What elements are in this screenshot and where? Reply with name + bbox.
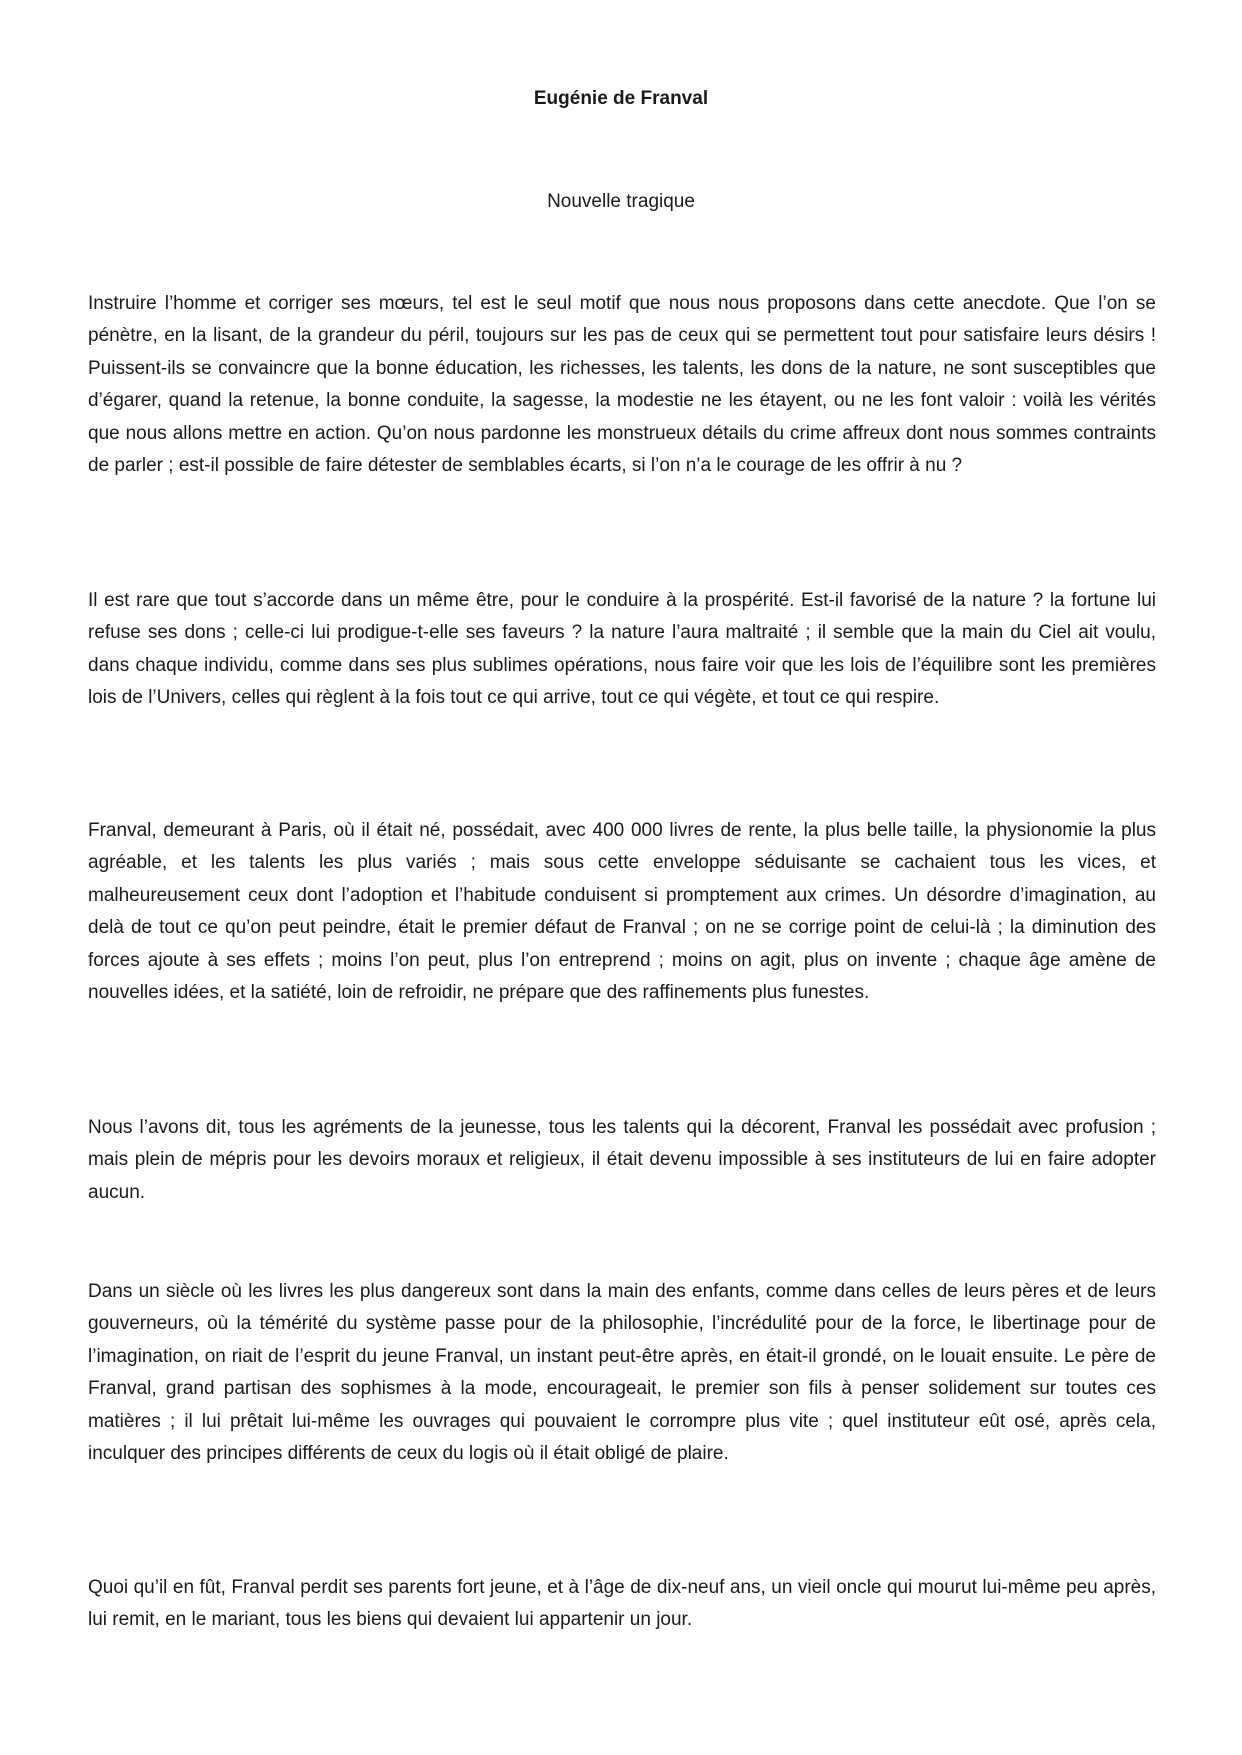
document-title: Eugénie de Franval bbox=[533, 88, 709, 109]
document-subtitle: Nouvelle tragique bbox=[547, 191, 695, 212]
paragraph-2: Il est rare que tout s’accorde dans un même être, pour le conduire à la prospérité. Est-il favorisé de la nature ? la fortune lui refuse ses dons ; celle-ci lui prodigue-t-elle ses faveurs ? la nature l’aura maltraité ; il semble que la main du Ciel ait voulu, dans chaque individu, comme dans ses plus sublimes opérations, nous faire voir que les lois de l’équilibre sont les premières lois de l’Univers, celles qui règlent à la fois tout ce qui arrive, tout ce qui végète, et tout ce qui respire. bbox=[88, 590, 1156, 709]
paragraph-5: Dans un siècle où les livres les plus dangereux sont dans la main des enfants, comme dans celles de leurs pères et de leurs gouverneurs, où la témérité du système passe pour de la philosophie, l’incrédulité pour de la force, le libertinage pour de l’imagination, on riait de l’esprit du jeune Franval, un instant peut-être après, en était-il grondé, on le louait ensuite. Le père de Franval, grand partisan des sophismes à la mode, encourageait, le premier son fils à penser solidement sur toutes ces matières ; il lui prêtait lui-même les ouvrages qui pouvaient le corrompre plus vite ; quel instituteur eût osé, après cela, inculquer des principes différents de ceux du logis où il était obligé de plaire. bbox=[88, 1281, 1156, 1465]
paragraph-3: Franval, demeurant à Paris, où il était né, possédait, avec 400 000 livres de rente, la plus belle taille, la physionomie la plus agréable, et les talents les plus variés ; mais sous cette enveloppe séduisante se cachaient tous les vices, et malheureusement ceux dont l’adoption et l’habitude conduisent si promptement aux crimes. Un désordre d’imagination, au delà de tout ce qu’on peut peindre, était le premier défaut de Franval ; on ne se corrige point de celui-là ; la diminution des forces ajoute à ses effets ; moins l’on peut, plus l’on entreprend ; moins on agit, plus on invente ; chaque âge amène de nouvelles idées, et la satiété, loin de refroidir, ne prépare que des raffinements plus funestes. bbox=[88, 820, 1156, 1004]
paragraph-6: Quoi qu’il en fût, Franval perdit ses parents fort jeune, et à l’âge de dix-neuf ans, un vieil oncle qui mourut lui-même peu après, lui remit, en le mariant, tous les biens qui devaient lui appartenir un jour. bbox=[88, 1577, 1156, 1631]
paragraph-4: Nous l’avons dit, tous les agréments de la jeunesse, tous les talents qui la décorent, Franval les possédait avec profusion ; mais plein de mépris pour les devoirs moraux et religieux, il était devenu impossible à ses instituteurs de lui en faire adopter aucun. bbox=[88, 1117, 1156, 1203]
paragraph-1: Instruire l’homme et corriger ses mœurs, tel est le seul motif que nous nous proposons dans cette anecdote. Que l’on se pénètre, en la lisant, de la grandeur du péril, toujours sur les pas de ceux qui se permettent tout pour satisfaire leurs désirs ! Puissent-ils se convaincre que la bonne éducation, les richesses, les talents, les dons de la nature, ne sont susceptibles que d’égarer, quand la retenue, la bonne conduite, la sagesse, la modestie ne les étayent, ou ne les font valoir : voilà les vérités que nous allons mettre en action. Qu’on nous pardonne les monstrueux détails du crime affreux dont nous sommes contraints de parler ; est-il possible de faire détester de semblables écarts, si l’on n’a le courage de les offrir à nu ? bbox=[88, 293, 1156, 477]
